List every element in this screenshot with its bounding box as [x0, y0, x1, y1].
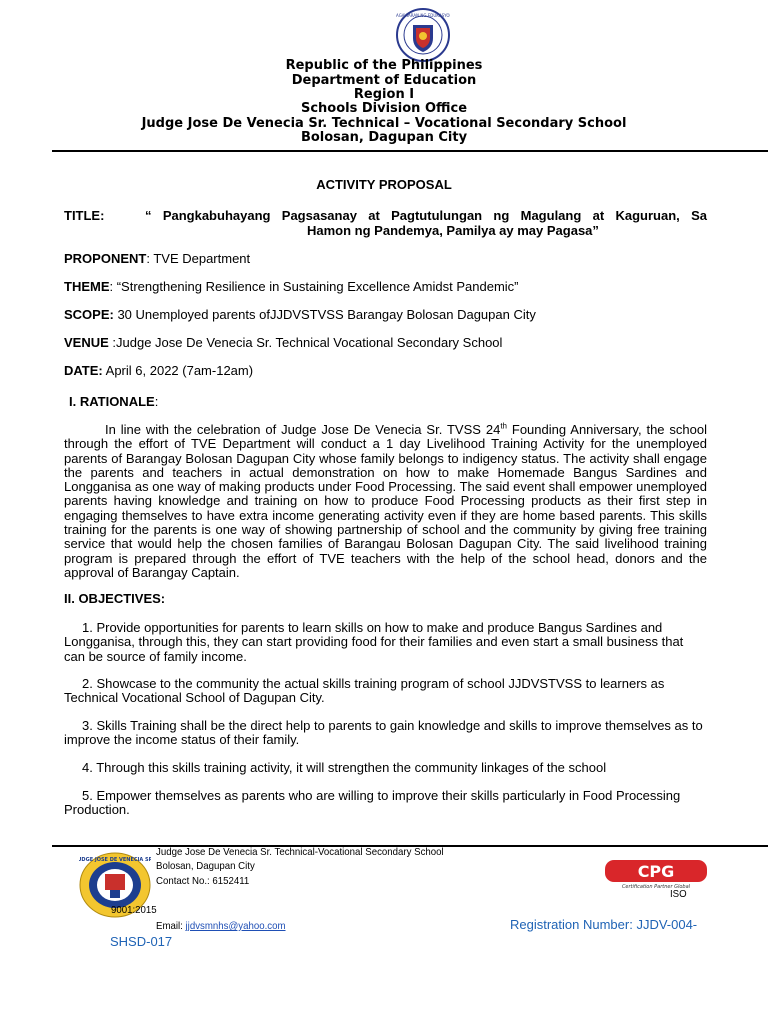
rationale-body: Founding Anniversary, the school through the effort of TVE Department will conduct a 1 day Livelihood Training Activity for the unemployed parents of Barangay Bolosan Dagupan City whose family belongs to indigency status. The activity shall engage the parents and teachers in actual demonstration on how to make Homemade Bangus Sardines and Longganisa as one way of making products under Food Processing. The said event shall empower unemployed parents having knowledge and training on how to produce Food Processing products as their first step in engaging themselves to have extra income generating activity even if they are home based parents. This skills training for the parents is one way of showing partnership of school and the community by giving free training service that would help the chosen families of Barangau Bolosan Dagupan City. The said livelihood training program is prepared through the effort of TVE teachers with the help of the school head, donors and the approval of Barangay Captain.: [64, 422, 707, 580]
footer-school: Judge Jose De Venecia Sr. Technical-Vocational Secondary School: [156, 846, 444, 858]
rationale-heading-text: I. RATIONALE: [69, 394, 155, 409]
svg-text:KAGAWARAN NG EDUKASYON: KAGAWARAN NG EDUKASYON: [396, 13, 450, 18]
rationale-paragraph: [64, 423, 707, 580]
svg-text:Certification Partner Global: Certification Partner Global: [621, 884, 691, 889]
header-department: Department of Education: [291, 73, 477, 88]
footer-registration: Registration Number: JJDV-004-: [510, 917, 698, 932]
date-label: DATE:: [64, 363, 103, 378]
header-division: Schools Division Office: [300, 101, 468, 116]
svg-text:JUDGE JOSE DE VENECIA SR.: JUDGE JOSE DE VENECIA SR.: [79, 857, 151, 863]
header-address: Bolosan, Dagupan City: [300, 130, 468, 145]
date: [64, 364, 253, 378]
footer-email-label: Email:: [156, 920, 186, 932]
proponent: [64, 252, 250, 266]
title-label: TITLE:: [64, 208, 105, 223]
theme-value: : “Strengthening Resilience in Sustaining Excellence Amidst Pandemic”: [109, 279, 519, 294]
rationale-sup: th: [500, 421, 507, 431]
objective-item-2: 2. Showcase to the community the actual skills training program of school JJDVSTVSS to learners as Technical Vocational School of Dagupan City.: [64, 676, 665, 706]
header-region: Region I: [353, 87, 415, 102]
rationale-lead: In line with the celebration of Judge Jose De Venecia Sr. TVSS 24: [105, 422, 501, 437]
footer-address: Bolosan, Dagupan City: [156, 860, 255, 872]
proponent-value: : TVE Department: [146, 251, 251, 266]
footer-email-link[interactable]: jjdvsmnhs@yahoo.com: [185, 920, 286, 932]
doc-heading: ACTIVITY PROPOSAL: [316, 177, 452, 192]
footer-iso-year: 9001:2015: [111, 904, 157, 916]
header-school: Judge Jose De Venecia Sr. Technical – Vocational Secondary School: [141, 116, 627, 131]
footer-email-row: [156, 919, 479, 933]
svg-text:CPG: CPG: [637, 862, 675, 881]
theme-label: THEME: [64, 279, 110, 294]
header-republic: Republic of the Philippines: [285, 58, 483, 73]
objective-item-1: 1. Provide opportunities for parents to learn skills on how to make and produce Bangus Sardines and Longganisa, through this, they can start providing food for their families and even start a small business that can be source of family income.: [64, 620, 684, 664]
rationale-heading: [69, 395, 158, 409]
scope-label: SCOPE:: [64, 307, 114, 322]
objectives-heading: II. OBJECTIVES:: [64, 591, 166, 606]
proponent-label: PROPONENT: [64, 251, 147, 266]
objective-item-3: 3. Skills Training shall be the direct help to parents to gain knowledge and skills to improve themselves as to improve the income status of their family.: [64, 718, 703, 748]
scope-value: 30 Unemployed parents ofJJDVSTVSS Barangay Bolosan Dagupan City: [113, 307, 536, 322]
rationale-colon: :: [154, 394, 159, 409]
objective-item-4: 4. Through this skills training activity, it will strengthen the community linkages of the school: [82, 760, 607, 775]
cpg-logo: [604, 859, 708, 889]
title-line-2: Hamon ng Pandemya, Pamilya ay may Pagasa”: [307, 223, 599, 238]
title-line-1: “ Pangkabuhayang Pagsasanay at Pagtutulungan ng Magulang at Kaguruan, Sa: [145, 208, 707, 223]
venue: [64, 336, 502, 350]
objective-item-5: 5. Empower themselves as parents who are willing to improve their skills particularly in Food Processing Production.: [64, 788, 681, 818]
header-rule: [52, 150, 768, 152]
venue-label: VENUE: [64, 335, 109, 350]
theme: [64, 280, 519, 294]
footer-registration-2: SHSD-017: [110, 934, 173, 949]
venue-value: :Judge Jose De Venecia Sr. Technical Vocational Secondary School: [108, 335, 503, 350]
scope: [64, 308, 536, 322]
date-value: April 6, 2022 (7am-12am): [102, 363, 254, 378]
footer-contact: Contact No.: 6152411: [156, 875, 250, 887]
footer-iso: ISO: [670, 888, 687, 900]
deped-seal: [396, 8, 450, 62]
